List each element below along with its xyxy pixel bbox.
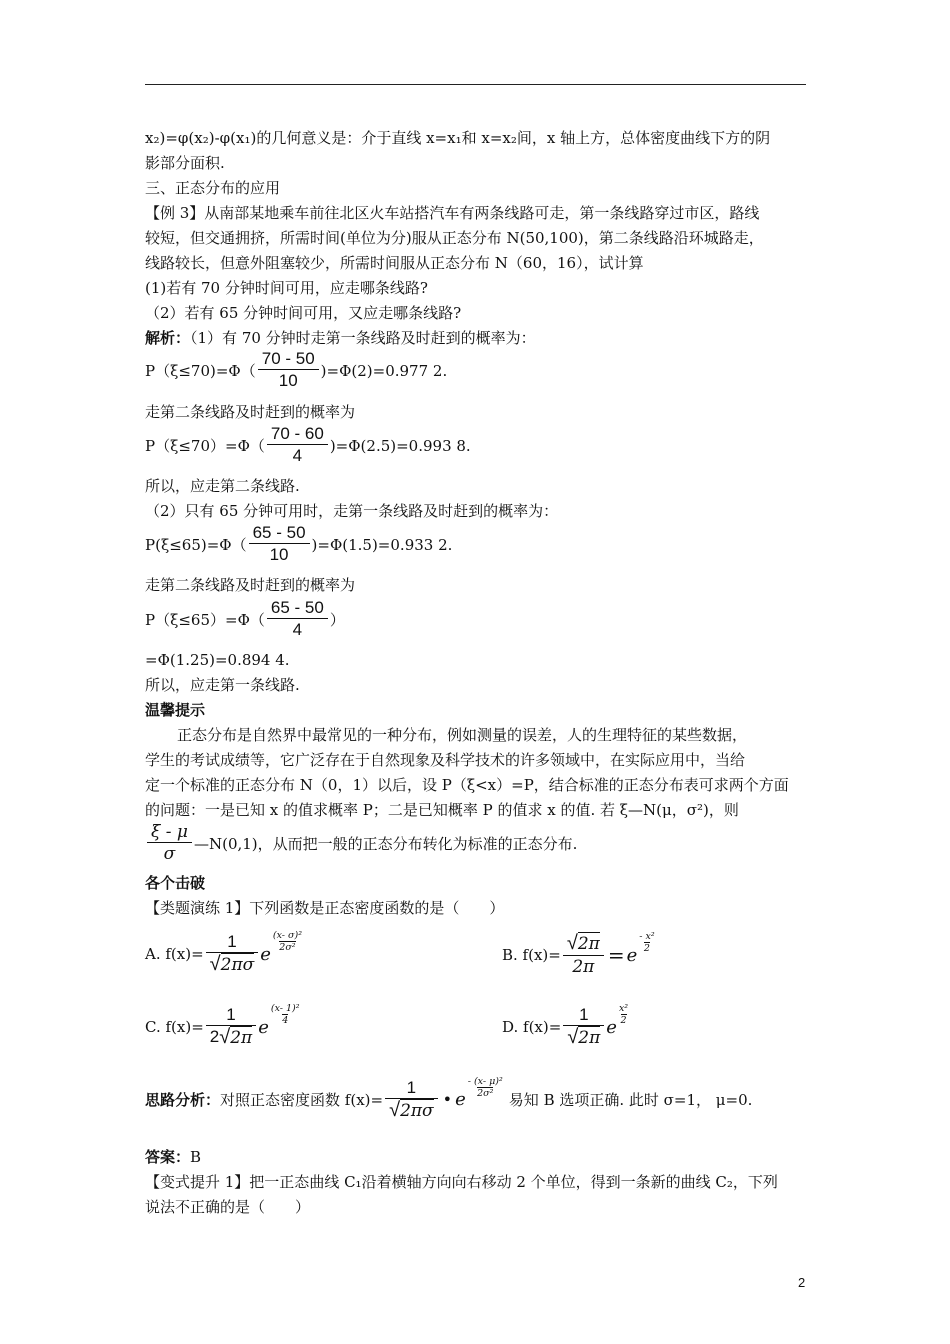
- fraction: [563, 932, 604, 978]
- exp-base: e: [606, 1016, 617, 1038]
- fraction: [563, 1005, 604, 1049]
- fraction-denominator: 10: [249, 543, 310, 566]
- equals-sign: =: [607, 943, 625, 967]
- fraction: [258, 349, 319, 392]
- text-line: （2）只有 65 分钟可用时，走第一条线路及时赶到的概率为：: [145, 502, 559, 520]
- reasoning-text: 对照正态密度函数 f(x)=: [220, 1091, 384, 1109]
- question-line: 【变式提升 1】把一正态曲线 C₁沿着横轴方向向右移动 2 个单位，得到一条新的曲线 C₂，下列: [145, 1173, 778, 1191]
- fraction-denominator: 4: [267, 618, 328, 641]
- analysis-line: [145, 328, 536, 348]
- eq-right: )=Φ(2)=0.977 2.: [320, 361, 448, 380]
- equation-5: [145, 822, 577, 865]
- question-line: 【类题演练 1】下列函数是正态密度函数的是（ ）: [145, 899, 505, 917]
- text-line: =Φ(1.25)=0.894 4.: [145, 651, 290, 669]
- equation-1: [145, 349, 447, 392]
- answer-value: B: [190, 1148, 202, 1166]
- equation-3: [145, 523, 452, 566]
- fraction: [267, 424, 328, 467]
- option-label: D. f(x)=: [502, 1018, 562, 1036]
- sqrt: √ 2πσ: [389, 1099, 434, 1121]
- text-line: (1)若有 70 分钟时间可用，应走哪条线路?: [145, 279, 428, 297]
- eq-left: P（ξ≤65）=Φ（: [145, 610, 265, 629]
- question-line: 说法不正确的是（ ）: [145, 1198, 311, 1216]
- fraction-denominator: [563, 1025, 604, 1049]
- section-heading: 三、正态分布的应用: [145, 179, 281, 197]
- dot-operator: •: [442, 1090, 453, 1109]
- exp-base: e: [258, 1016, 269, 1038]
- option-label: B. f(x)=: [502, 946, 561, 964]
- reasoning-rest: 易知 B 选项正确. 此时 σ=1， μ=0.: [508, 1091, 753, 1109]
- eq-right: —N(0,1)，从而把一般的正态分布转化为标准的正态分布.: [193, 834, 578, 853]
- answer-line: [145, 1147, 201, 1167]
- exp-base: e: [455, 1089, 466, 1110]
- fraction: [147, 822, 192, 865]
- sqrt: √ 2πσ: [209, 953, 255, 975]
- eq-left: P（ξ≤70)=Φ（: [145, 361, 256, 380]
- analysis-text: （1）有 70 分钟时走第一条线路及时赶到的概率为：: [190, 329, 536, 347]
- text-line: 所以，应走第二条线路.: [145, 477, 300, 495]
- fraction-denominator: [385, 1098, 438, 1122]
- fraction-denominator: [206, 1025, 256, 1049]
- section-heading: 各个击破: [145, 874, 206, 892]
- fraction-denominator: 10: [258, 369, 319, 392]
- text-line: x₂)=φ(x₂)-φ(x₁)的几何意义是：介于直线 x=x₁和 x=x₂间，x 轴上方，总体密度曲线下方的阴: [145, 129, 771, 147]
- eq-right: )=Φ(1.5)=0.933 2.: [311, 535, 453, 554]
- exponent: (x- 1)² 4: [270, 1002, 300, 1026]
- sqrt: √ 2π: [566, 932, 600, 954]
- sqrt: 2 √ 2π: [209, 1026, 253, 1048]
- eq-left: P(ξ≤65)=Φ（: [145, 535, 247, 554]
- fraction-numerator: [563, 932, 604, 955]
- fraction: [206, 932, 259, 976]
- fraction-numerator: 70 - 50: [261, 349, 315, 368]
- equation-2: [145, 424, 471, 467]
- exponent: (x- σ)² 2σ²: [272, 929, 303, 953]
- reasoning-label: 思路分析：: [145, 1091, 221, 1109]
- header-rule: [145, 84, 806, 85]
- text-line: 的问题：一是已知 x 的值求概率 P；二是已知概率 P 的值求 x 的值. 若 ξ—N(μ，σ²)，则: [145, 801, 739, 819]
- fraction: [267, 598, 328, 641]
- fraction: [249, 523, 310, 566]
- eq-left: P（ξ≤70）=Φ（: [145, 436, 265, 455]
- exponent: x² 2: [618, 1002, 629, 1026]
- sqrt: √ 2π: [567, 1026, 601, 1048]
- exp-base: e: [260, 943, 271, 965]
- option-label: C. f(x)=: [145, 1018, 204, 1036]
- fraction-numerator: 1: [406, 1078, 417, 1097]
- exp-base: e: [626, 944, 638, 966]
- fraction-denominator: [206, 952, 259, 976]
- option-a: [145, 929, 303, 976]
- exponent: - (x- μ)² 2σ²: [467, 1075, 503, 1099]
- text-line: 影部分面积.: [145, 154, 225, 172]
- text-line: 正态分布是自然界中最常见的一种分布，例如测量的误差，人的生理特征的某些数据，: [177, 726, 748, 744]
- page-number: 2: [798, 1275, 806, 1290]
- fraction-numerator: 1: [226, 1005, 236, 1024]
- exponent: - x² 2: [639, 930, 655, 954]
- fraction-numerator: 70 - 60: [270, 424, 324, 443]
- text-line: 走第二条线路及时赶到的概率为: [145, 403, 356, 421]
- text-line: 定一个标准的正态分布 N（0，1）以后，设 P（ξ<x）=P，结合标准的正态分布表可求两个方面: [145, 776, 789, 794]
- eq-right: ）: [329, 610, 345, 629]
- text-line: 线路较长，但意外阻塞较少，所需时间服从正态分布 N（60，16），试计算: [145, 254, 644, 272]
- text-line: 【例 3】从南部某地乘车前往北区火车站搭汽车有两条线路可走，第一条线路穿过市区，路线: [145, 204, 760, 222]
- equation-4: [145, 598, 345, 641]
- fraction-denominator: 4: [267, 444, 328, 467]
- text-line: 学生的考试成绩等，它广泛存在于自然现象及科学技术的许多领域中，在实际应用中，当给: [145, 751, 746, 769]
- option-label: A. f(x)=: [145, 945, 204, 963]
- fraction-denominator: σ: [147, 842, 192, 865]
- fraction-numerator: 65 - 50: [270, 598, 324, 617]
- text-line: 走第二条线路及时赶到的概率为: [145, 576, 356, 594]
- option-b: [502, 932, 655, 978]
- reasoning-line: [145, 1075, 753, 1122]
- answer-label: 答案：: [145, 1148, 191, 1166]
- text-line: 较短，但交通拥挤，所需时间(单位为分)服从正态分布 N(50,100)，第二条线路沿环城路走，: [145, 229, 764, 247]
- fraction-numerator: ξ - μ: [151, 822, 188, 842]
- fraction-numerator: 1: [579, 1005, 589, 1024]
- option-c: [145, 1002, 300, 1049]
- text-line: 所以，应走第一条线路.: [145, 676, 300, 694]
- tip-heading: 温馨提示: [145, 701, 206, 719]
- fraction-denominator: 2π: [563, 955, 604, 978]
- text-line: （2）若有 65 分钟时间可用，又应走哪条线路?: [145, 304, 462, 322]
- fraction-numerator: 65 - 50: [252, 523, 306, 542]
- option-d: [502, 1002, 629, 1049]
- analysis-label: 解析：: [145, 329, 191, 347]
- fraction: [206, 1005, 256, 1049]
- fraction-numerator: 1: [227, 932, 237, 951]
- fraction: [385, 1078, 438, 1122]
- eq-right: )=Φ(2.5)=0.993 8.: [329, 436, 471, 455]
